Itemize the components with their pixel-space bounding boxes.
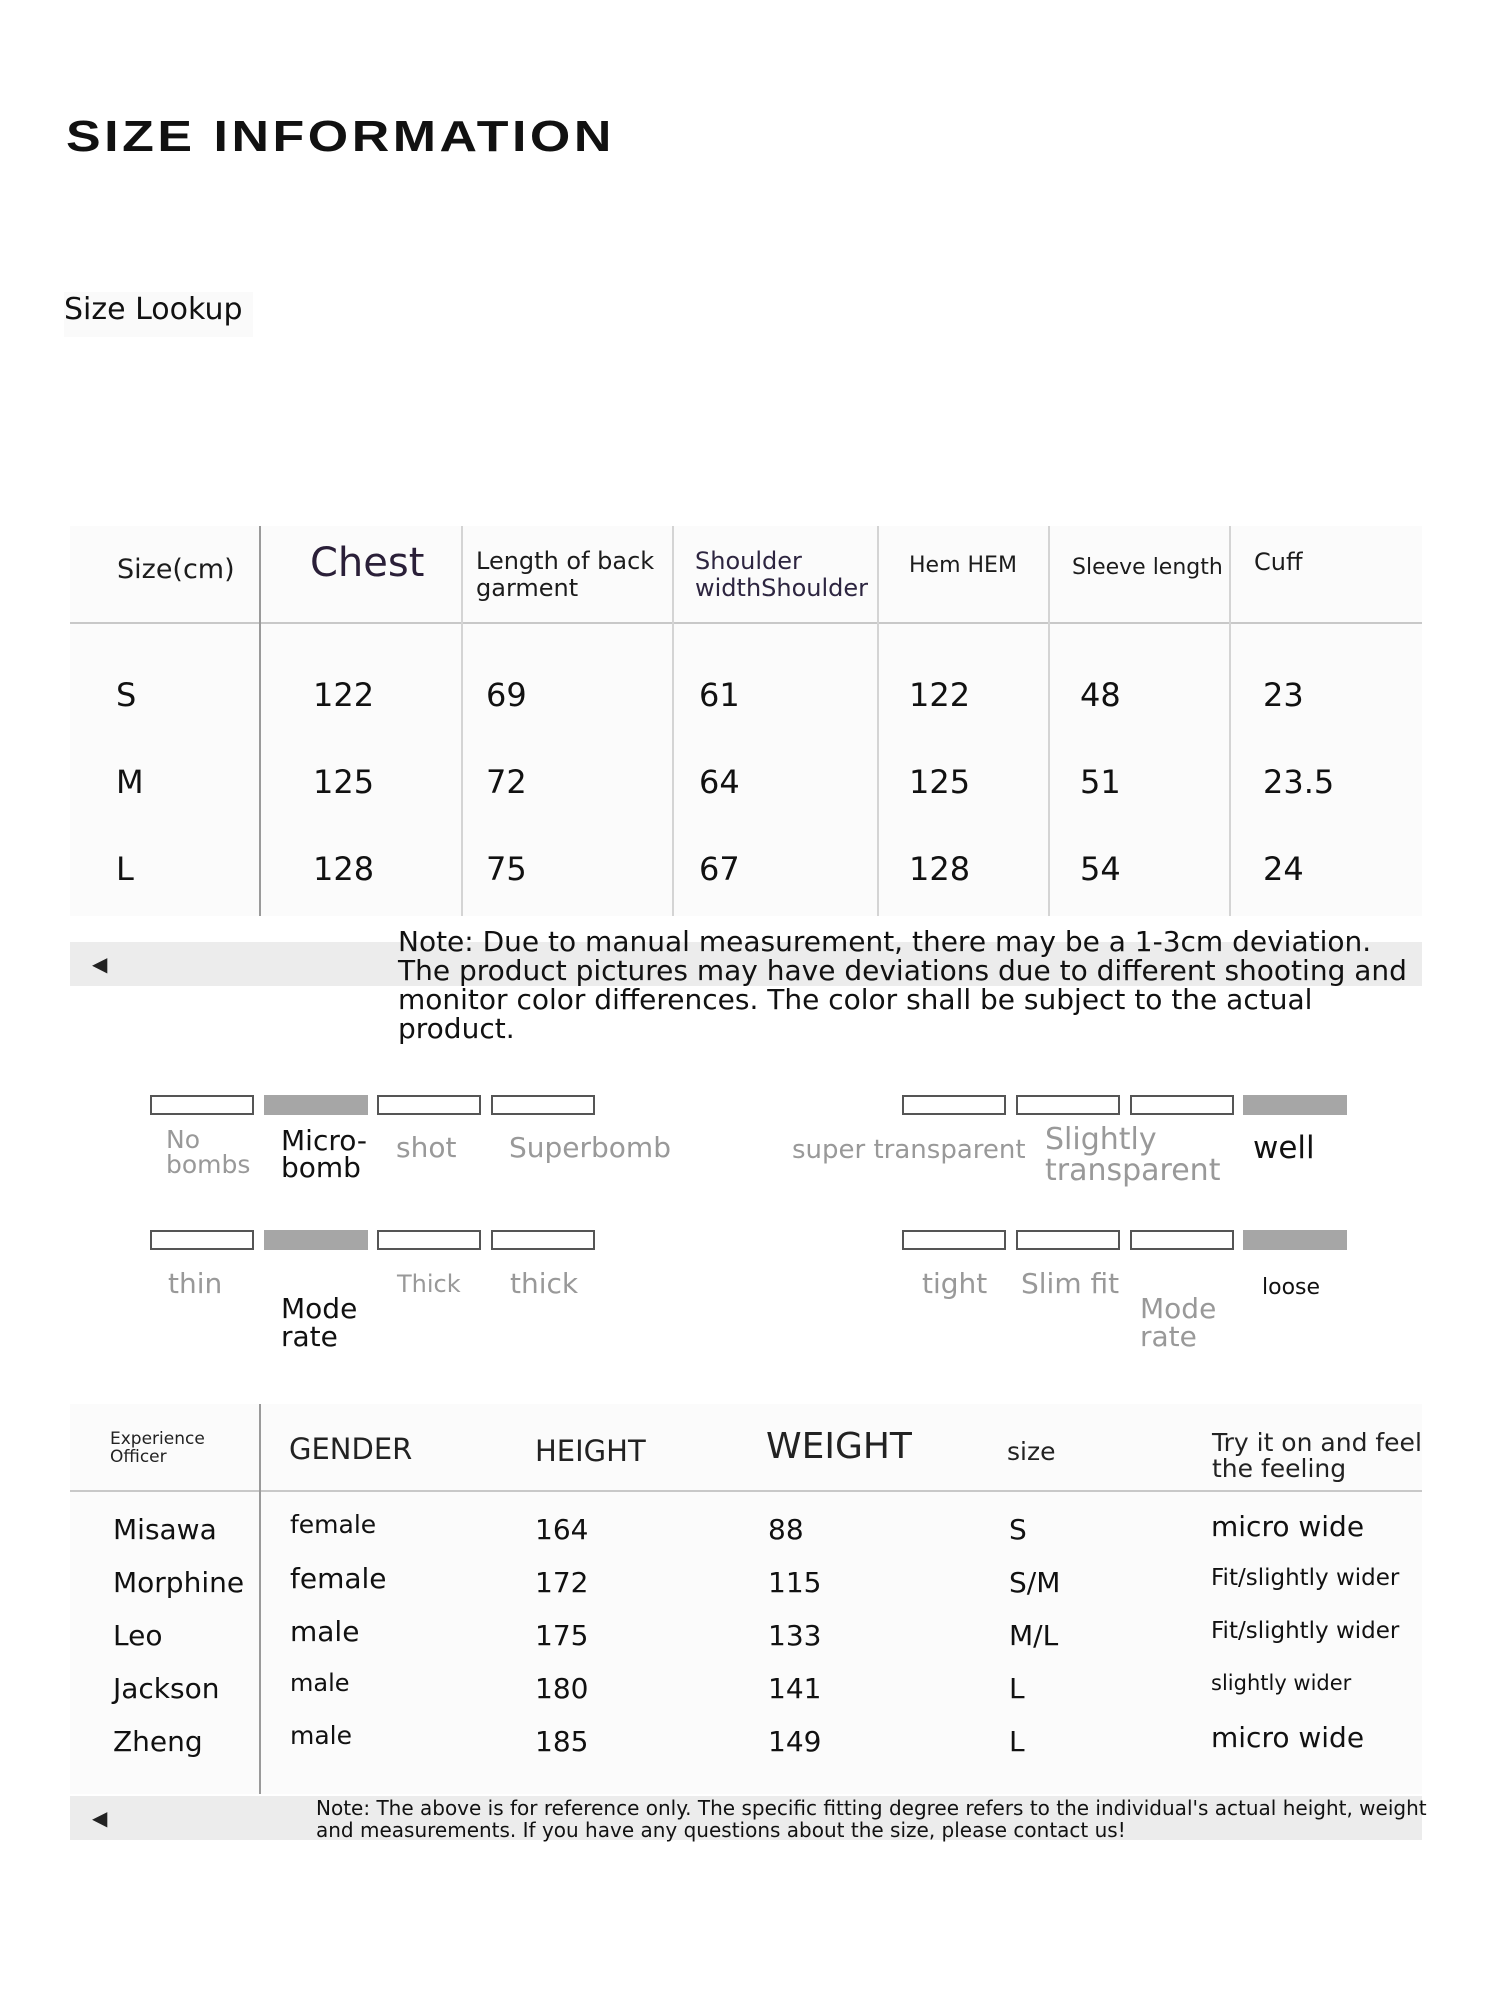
scale-label-selected: well	[1253, 1130, 1315, 1166]
scale-label-selected: Micro-bomb	[281, 1124, 367, 1184]
shoulder-cell: 64	[699, 763, 740, 801]
size-table-header-divider	[70, 622, 1422, 624]
scale-box	[1130, 1095, 1234, 1115]
gender-cell: female	[290, 1510, 377, 1539]
scroll-left-arrow-icon[interactable]: ◀	[92, 952, 108, 976]
shoulder-width-header: Shoulder widthShoulder	[695, 547, 869, 602]
size-header: size	[1007, 1437, 1056, 1466]
back-length-cell: 69	[486, 676, 527, 714]
scale-box	[377, 1095, 481, 1115]
scale-box	[491, 1095, 595, 1115]
hem-cell: 122	[909, 676, 971, 714]
chest-cell: 122	[313, 676, 375, 714]
officer-cell: Jackson	[113, 1672, 220, 1705]
cuff-cell: 24	[1263, 850, 1304, 888]
experience-table-header-divider	[70, 1490, 1422, 1492]
sleeve-cell: 54	[1080, 850, 1121, 888]
height-cell: 185	[535, 1725, 589, 1758]
size-cell: S	[1009, 1513, 1027, 1546]
size-cell: S/M	[1009, 1566, 1061, 1599]
size-cell: S	[116, 676, 137, 714]
sleeve-length-header: Sleeve length	[1072, 555, 1223, 580]
scale-box	[902, 1230, 1006, 1250]
scale-box-selected	[1243, 1095, 1347, 1115]
scale-label: thin	[168, 1267, 223, 1300]
measurement-note: Note: Due to manual measurement, there may be a 1-3cm deviation. The product pictures may have deviations due to different shooting and monitor color differences. The color shall be subject to the actual product.	[398, 925, 1407, 1045]
scale-label: Slim fit	[1021, 1267, 1120, 1300]
size-cell: M/L	[1009, 1619, 1059, 1652]
hem-header: Hem HEM	[909, 553, 1017, 578]
feeling-cell: micro wide	[1211, 1721, 1365, 1754]
officer-cell: Leo	[113, 1619, 163, 1652]
officer-cell: Zheng	[113, 1725, 203, 1758]
gender-cell: male	[290, 1669, 350, 1697]
experience-table-column-divider	[259, 1404, 261, 1794]
size-cell: L	[116, 850, 134, 888]
weight-cell: 141	[768, 1672, 822, 1705]
gender-header: GENDER	[289, 1432, 413, 1466]
size-table-column-divider	[877, 526, 879, 916]
cuff-cell: 23.5	[1263, 763, 1335, 801]
size-cell: L	[1009, 1672, 1025, 1705]
scale-label-selected: loose	[1262, 1275, 1321, 1300]
shoulder-cell: 67	[699, 850, 740, 888]
page-title: SIZE INFORMATION	[66, 112, 615, 161]
scale-label: Thick	[397, 1270, 461, 1298]
weight-cell: 133	[768, 1619, 822, 1652]
sleeve-cell: 48	[1080, 676, 1121, 714]
scale-box	[150, 1095, 254, 1115]
scale-box	[377, 1230, 481, 1250]
officer-cell: Morphine	[113, 1566, 245, 1599]
weight-header: WEIGHT	[766, 1426, 912, 1467]
scale-box	[491, 1230, 595, 1250]
scale-label-selected: Mode rate	[281, 1292, 358, 1353]
scale-label: tight	[922, 1267, 988, 1300]
scale-box	[1016, 1230, 1120, 1250]
gender-cell: male	[290, 1615, 360, 1648]
scale-label: Superbomb	[509, 1131, 671, 1164]
cuff-header: Cuff	[1254, 548, 1303, 576]
officer-cell: Misawa	[113, 1513, 217, 1546]
scale-box-selected	[264, 1230, 368, 1250]
sleeve-cell: 51	[1080, 763, 1121, 801]
chest-header: Chest	[310, 540, 425, 586]
chest-cell: 128	[313, 850, 375, 888]
officer-header: Experience Officer	[110, 1429, 205, 1467]
scale-label: super transparent	[792, 1135, 1026, 1165]
hem-cell: 128	[909, 850, 971, 888]
feeling-header: Try it on and feel the feeling	[1212, 1428, 1422, 1483]
size-cell: L	[1009, 1725, 1025, 1758]
size-cell: M	[116, 763, 144, 801]
scale-box-selected	[264, 1095, 368, 1115]
feeling-cell: Fit/slightly wider	[1211, 1618, 1400, 1644]
gender-cell: male	[290, 1721, 352, 1750]
back-length-cell: 75	[486, 850, 527, 888]
scale-box	[1016, 1095, 1120, 1115]
cuff-cell: 23	[1263, 676, 1304, 714]
size-table-column-divider	[461, 526, 463, 916]
size-header: Size(cm)	[117, 554, 235, 585]
scale-label: shot	[396, 1131, 457, 1164]
size-table-column-divider	[672, 526, 674, 916]
shoulder-cell: 61	[699, 676, 740, 714]
section-subtitle: Size Lookup	[64, 292, 253, 337]
weight-cell: 149	[768, 1725, 822, 1758]
scale-box	[902, 1095, 1006, 1115]
scale-label: Mode rate	[1140, 1292, 1217, 1353]
size-table-column-divider	[1229, 526, 1231, 916]
weight-cell: 115	[768, 1566, 822, 1599]
scroll-left-arrow-icon[interactable]: ◀	[92, 1806, 108, 1830]
size-table-column-divider	[1048, 526, 1050, 916]
feeling-cell: slightly wider	[1211, 1671, 1352, 1695]
back-length-header: Length of back garment	[476, 547, 655, 602]
feeling-cell: micro wide	[1211, 1510, 1365, 1543]
height-cell: 164	[535, 1513, 589, 1546]
height-cell: 172	[535, 1566, 589, 1599]
scale-box	[150, 1230, 254, 1250]
height-header: HEIGHT	[535, 1434, 646, 1468]
hem-cell: 125	[909, 763, 971, 801]
feeling-cell: Fit/slightly wider	[1211, 1565, 1400, 1591]
fitting-note: Note: The above is for reference only. The specific fitting degree refers to the individual's actual height, weight and measurements. If you have any questions about the size, please contact us!	[316, 1796, 1427, 1842]
chest-cell: 125	[313, 763, 375, 801]
scale-box-selected	[1243, 1230, 1347, 1250]
scale-label: No bombs	[166, 1125, 251, 1179]
back-length-cell: 72	[486, 763, 527, 801]
scale-label: thick	[510, 1267, 579, 1300]
scale-box	[1130, 1230, 1234, 1250]
height-cell: 180	[535, 1672, 589, 1705]
weight-cell: 88	[768, 1513, 804, 1546]
gender-cell: female	[290, 1562, 387, 1595]
scale-label: Slightly transparent	[1045, 1122, 1221, 1188]
size-table-column-divider	[259, 526, 261, 916]
height-cell: 175	[535, 1619, 589, 1652]
